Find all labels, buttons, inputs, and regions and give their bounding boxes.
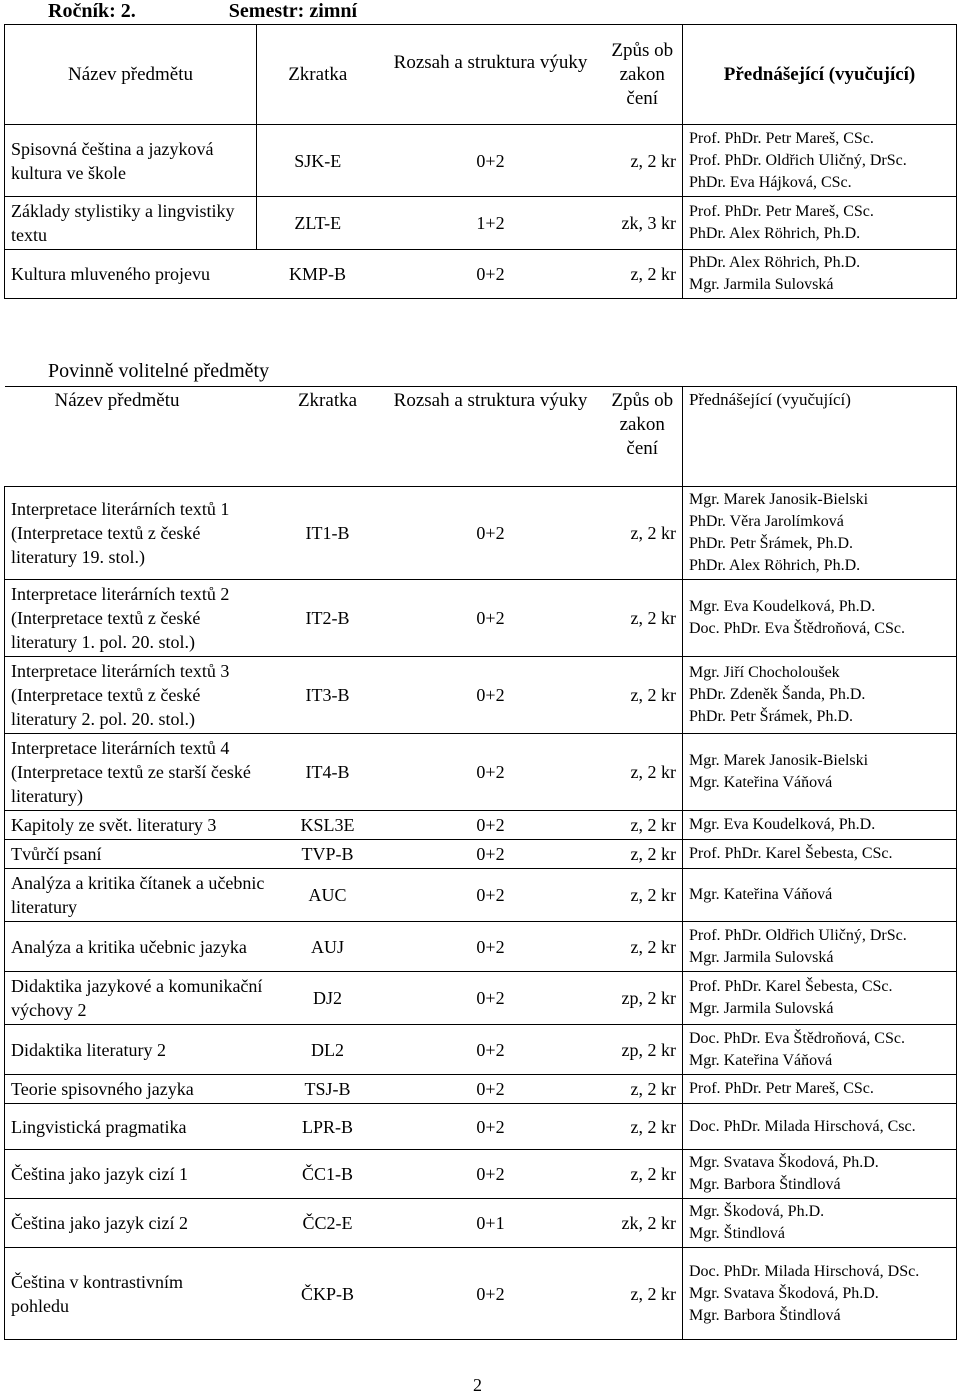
table-row [5, 1075, 957, 1104]
table-row [5, 1150, 957, 1199]
elective-section-title: Povinně volitelné předměty [48, 360, 270, 382]
course-scope: 0+2 [379, 811, 603, 840]
lecturer: PhDr. Věra Jarolímková [689, 513, 844, 530]
course-lecturers [683, 840, 957, 869]
course-completion: z, 2 kr [603, 811, 683, 840]
lecturer: Mgr. Jarmila Sulovská [689, 1000, 834, 1017]
course-completion: z, 2 kr [603, 580, 683, 657]
course-completion: z, 2 kr [603, 487, 683, 580]
course-name: Analýza a kritika čítanek a učebnic literatury [5, 869, 277, 922]
table-row [5, 197, 957, 250]
lecturer: Mgr. Kateřina Váňová [689, 1051, 833, 1069]
course-name: Interpretace literárních textů 2 (Interpretace textů z české literatury 1. pol. 20. stol.) [5, 580, 277, 657]
lecturer: Prof. PhDr. Oldřich Uličný, DrSc. [689, 151, 907, 169]
table-row [5, 580, 957, 657]
table-row [5, 657, 957, 734]
course-scope: 0+1 [379, 1199, 603, 1248]
course-code: AUJ [277, 922, 379, 972]
course-completion: zp, 2 kr [603, 972, 683, 1025]
course-name: Interpretace literárních textů 1 (Interpretace textů z české literatury 19. stol.) [5, 487, 277, 580]
course-completion: z, 2 kr [603, 1248, 683, 1340]
course-scope: 0+2 [379, 922, 603, 972]
course-code: ČC1-B [277, 1150, 379, 1199]
course-code: AUC [277, 869, 379, 922]
course-scope: 0+2 [379, 840, 603, 869]
course-name: Kultura mluveného projevu [5, 250, 257, 299]
col-name-header: Název předmětu [5, 25, 257, 125]
col-completion-header: Způs ob zakon čení [603, 387, 683, 487]
course-completion: z, 2 kr [603, 840, 683, 869]
col-scope-header: Rozsah a struktura výuky [379, 25, 603, 125]
lecturer: Prof. PhDr. Karel Šebesta, CSc. [689, 978, 893, 995]
course-code: KSL3E [277, 811, 379, 840]
mandatory-header-row [5, 25, 957, 125]
lecturer: PhDr. Petr Šrámek, Ph.D. [689, 708, 853, 725]
course-lecturers [683, 811, 957, 840]
lecturer: PhDr. Alex Röhrich, Ph.D. [689, 225, 861, 242]
lecturer: PhDr. Petr Šrámek, Ph.D. [689, 535, 853, 552]
course-code: IT1-B [277, 487, 379, 580]
lecturer: Doc. PhDr. Milada Hirschová, Csc. [689, 1117, 916, 1135]
course-name: Kapitoly ze svět. literatury 3 [5, 811, 277, 840]
course-scope: 0+2 [379, 869, 603, 922]
lecturer: Mgr. Kateřina Váňová [689, 774, 833, 791]
course-code: LPR-B [277, 1104, 379, 1150]
course-code: SJK-E [257, 125, 379, 197]
course-lecturers [683, 922, 957, 972]
page-header [48, 0, 357, 23]
semester-label: Semestr: zimní [228, 0, 358, 22]
course-scope: 0+2 [379, 250, 603, 299]
lecturer: Mgr. Svatava Škodová, Ph.D. [689, 1154, 879, 1171]
lecturer: Prof. PhDr. Petr Mareš, CSc. [689, 129, 874, 147]
course-name: Didaktika literatury 2 [5, 1025, 277, 1075]
course-code: DL2 [277, 1025, 379, 1075]
course-lecturers [683, 869, 957, 922]
year-label: Ročník: 2. [48, 0, 136, 22]
lecturer: Mgr. Barbora Štindlová [689, 1176, 841, 1193]
course-lecturers [683, 1248, 957, 1340]
course-name: Analýza a kritika učebnic jazyka [5, 922, 277, 972]
course-code: TSJ-B [277, 1075, 379, 1104]
course-scope: 1+2 [379, 197, 603, 250]
course-code: ČC2-E [277, 1199, 379, 1248]
table-row [5, 250, 957, 299]
course-scope: 0+2 [379, 1248, 603, 1340]
course-name: Čeština jako jazyk cizí 2 [5, 1199, 277, 1248]
table-row [5, 487, 957, 580]
lecturer: PhDr. Zdeněk Šanda, Ph.D. [689, 686, 866, 703]
course-name: Základy stylistiky a lingvistiky textu [5, 197, 257, 250]
col-code-header: Zkratka [277, 387, 379, 487]
course-completion: z, 2 kr [603, 1104, 683, 1150]
lecturer: Mgr. Jiří Chocholoušek [689, 664, 840, 681]
course-code: DJ2 [277, 972, 379, 1025]
table-row [5, 734, 957, 811]
course-lecturers [683, 1075, 957, 1104]
lecturer: Mgr. Eva Koudelková, Ph.D. [689, 816, 876, 833]
course-scope: 0+2 [379, 657, 603, 734]
lecturer: Mgr. Marek Janosik-Bielski [689, 491, 869, 508]
lecturer: Mgr. Marek Janosik-Bielski [689, 752, 869, 769]
table-row [5, 1104, 957, 1150]
page-number: 2 [473, 1375, 482, 1395]
lecturer: Mgr. Barbora Štindlová [689, 1306, 841, 1324]
col-scope-header: Rozsah a struktura výuky [379, 387, 603, 487]
course-lecturers [683, 1025, 957, 1075]
lecturer: Doc. PhDr. Eva Štědroňová, CSc. [689, 1029, 905, 1047]
course-completion: z, 2 kr [603, 869, 683, 922]
course-lecturers [683, 487, 957, 580]
table-row [5, 1248, 957, 1340]
lecturer: Mgr. Jarmila Sulovská [689, 948, 834, 966]
lecturer: PhDr. Alex Röhrich, Ph.D. [689, 557, 861, 574]
course-completion: z, 2 kr [603, 734, 683, 811]
course-completion: z, 2 kr [603, 1075, 683, 1104]
lecturer: PhDr. Alex Röhrich, Ph.D. [689, 254, 861, 271]
lecturer: Prof. PhDr. Oldřich Uličný, DrSc. [689, 926, 907, 944]
course-completion: z, 2 kr [603, 1150, 683, 1199]
col-name-header: Název předmětu [5, 387, 277, 487]
lecturer: Mgr. Kateřina Váňová [689, 886, 833, 903]
course-scope: 0+2 [379, 1150, 603, 1199]
course-name: Didaktika jazykové a komunikační výchovy 2 [5, 972, 277, 1025]
course-lecturers [683, 125, 957, 197]
course-scope: 0+2 [379, 1025, 603, 1075]
lecturer: Prof. PhDr. Petr Mareš, CSc. [689, 1080, 874, 1097]
mandatory-table [4, 24, 957, 299]
course-lecturers [683, 1150, 957, 1199]
course-completion: z, 2 kr [603, 125, 683, 197]
course-completion: zp, 2 kr [603, 1025, 683, 1075]
course-completion: z, 2 kr [603, 922, 683, 972]
lecturer: Mgr. Škodová, Ph.D. [689, 1203, 825, 1220]
course-lecturers [683, 250, 957, 299]
table-row [5, 811, 957, 840]
course-scope: 0+2 [379, 1104, 603, 1150]
course-name: Teorie spisovného jazyka [5, 1075, 277, 1104]
table-row [5, 840, 957, 869]
course-lecturers [683, 197, 957, 250]
elective-table [4, 386, 957, 1340]
course-completion: zk, 3 kr [603, 197, 683, 250]
course-code: ČKP-B [277, 1248, 379, 1340]
course-lecturers [683, 1104, 957, 1150]
col-lecturers-header: Přednášející (vyučující) [683, 387, 957, 487]
course-completion: zk, 2 kr [603, 1199, 683, 1248]
table-row [5, 922, 957, 972]
course-scope: 0+2 [379, 972, 603, 1025]
lecturer: Mgr. Eva Koudelková, Ph.D. [689, 598, 876, 615]
lecturer: PhDr. Eva Hájková, CSc. [689, 173, 852, 191]
lecturer: Mgr. Svatava Škodová, Ph.D. [689, 1284, 879, 1302]
course-lecturers [683, 580, 957, 657]
course-scope: 0+2 [379, 487, 603, 580]
course-lecturers [683, 657, 957, 734]
course-code: ZLT-E [257, 197, 379, 250]
course-completion: z, 2 kr [603, 250, 683, 299]
col-code-header: Zkratka [257, 25, 379, 125]
course-scope: 0+2 [379, 734, 603, 811]
col-lecturers-header: Přednášející (vyučující) [683, 25, 957, 125]
table-row [5, 1025, 957, 1075]
course-code: KMP-B [257, 250, 379, 299]
lecturer: Doc. PhDr. Milada Hirschová, DSc. [689, 1262, 920, 1280]
lecturer: Mgr. Jarmila Sulovská [689, 276, 834, 293]
course-name: Čeština jako jazyk cizí 1 [5, 1150, 277, 1199]
course-lecturers [683, 1199, 957, 1248]
lecturer: Prof. PhDr. Petr Mareš, CSc. [689, 203, 874, 220]
course-lecturers [683, 734, 957, 811]
course-name: Čeština v kontrastivním pohledu [5, 1248, 277, 1340]
table-row [5, 869, 957, 922]
course-scope: 0+2 [379, 125, 603, 197]
course-lecturers [683, 972, 957, 1025]
course-scope: 0+2 [379, 1075, 603, 1104]
course-name: Tvůrčí psaní [5, 840, 277, 869]
lecturer: Doc. PhDr. Eva Štědroňová, CSc. [689, 620, 905, 637]
table-row [5, 125, 957, 197]
course-name: Interpretace literárních textů 3 (Interpretace textů z české literatury 2. pol. 20. stol.) [5, 657, 277, 734]
course-scope: 0+2 [379, 580, 603, 657]
course-name: Interpretace literárních textů 4 (Interpretace textů ze starší české literatury) [5, 734, 277, 811]
table-row [5, 1199, 957, 1248]
course-completion: z, 2 kr [603, 657, 683, 734]
elective-header-row [5, 387, 957, 487]
table-row [5, 972, 957, 1025]
course-code: IT2-B [277, 580, 379, 657]
lecturer: Mgr. Štindlová [689, 1225, 786, 1242]
course-name: Spisovná čeština a jazyková kultura ve škole [5, 125, 257, 197]
col-completion-header: Způs ob zakon čení [603, 25, 683, 125]
course-name: Lingvistická pragmatika [5, 1104, 277, 1150]
course-code: IT4-B [277, 734, 379, 811]
course-code: IT3-B [277, 657, 379, 734]
course-code: TVP-B [277, 840, 379, 869]
lecturer: Prof. PhDr. Karel Šebesta, CSc. [689, 845, 893, 862]
